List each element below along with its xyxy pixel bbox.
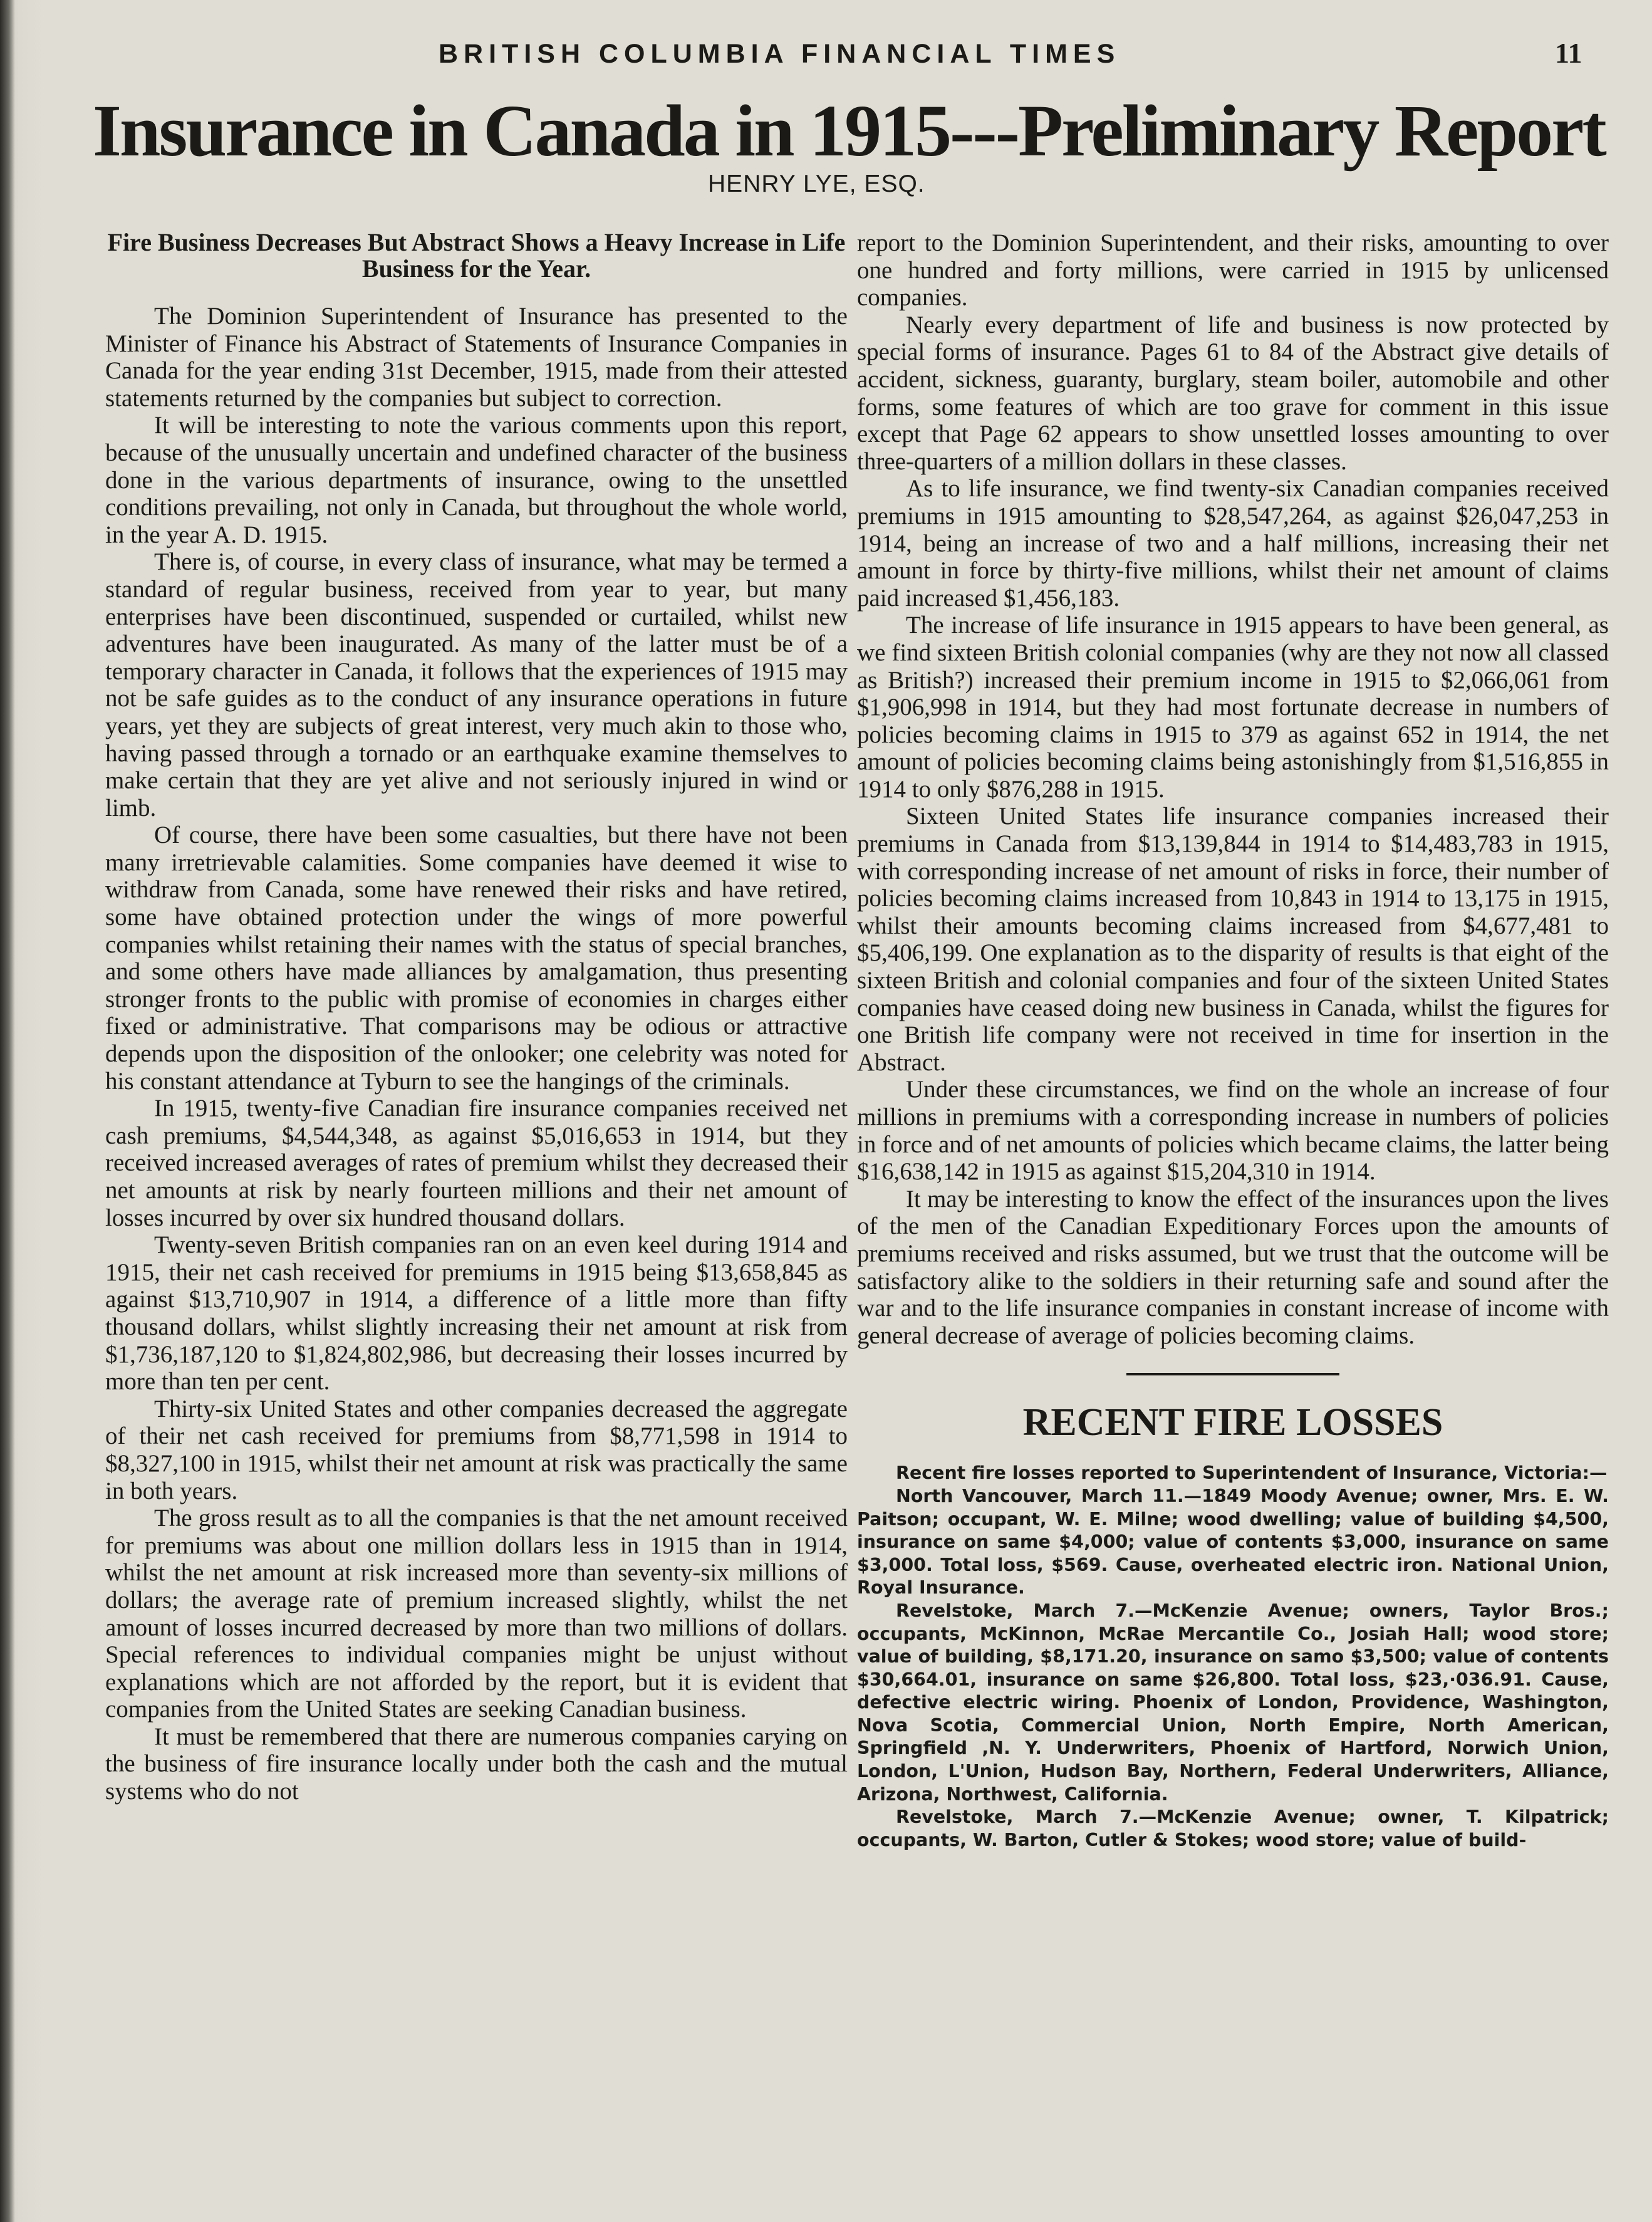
- article-subhead: Fire Business Decreases But Abstract Shows a Heavy Increase in Life Business for the Year.: [107, 228, 846, 283]
- paragraph: There is, of course, in every class of insurance, what may be termed a standard of regular business, received from year to year, but many enterprises have been discontinued, suspended or curtailed, whilst new adventures have been inaugurated. As many of the latter must be of a temporary character in Canada, it follows that the experiences of 1915 may not be safe guides as to the conduct of any insurance operations in future years, yet they are subjects of great interest, very much akin to those who, having passed through a tornado or an earthquake examine themselves to make certain that they are yet alive and not seriously injured in wind or limb.: [105, 548, 848, 822]
- paragraph: Thirty-six United States and other companies decreased the aggregate of their net cash received for premiums from $8,771,598 in 1914 to $8,327,100 in 1915, whilst their net amount at risk was practically the same in both years.: [105, 1395, 848, 1505]
- paragraph: It may be interesting to know the effect of the insurances upon the lives of the men of the Canadian Expeditionary Forces upon the amounts of premiums received and risks assumed, but we trust that the outcome will be satisfactory alike to the soldiers in their returning safe and sound after the war and to the life insurance companies in constant increase of income with general decrease of average of policies becoming claims.: [857, 1185, 1609, 1349]
- paragraph: Twenty-seven British companies ran on an even keel during 1914 and 1915, their net cash received for premiums in 1915 being $13,658,845 as against $13,710,907 in 1914, a difference of a little more than fifty thousand dollars, whilst slightly increasing their net amount at risk from $1,736,187,120 to $1,824,802,986, but decreasing their losses incurred by more than ten per cent.: [105, 1231, 848, 1395]
- article-byline: HENRY LYE, ESQ.: [708, 170, 925, 197]
- paragraph: Sixteen United States life insurance companies increased their premiums in Canada from $13,139,844 in 1914 to $14,483,783 in 1915, with corresponding increase of net amount of risks in force, their number of policies becoming claims increased from 10,843 in 1914 to 13,175 in 1915, whilst their amounts becoming claims increased from $4,677,481 to $5,406,199. One explanation as to the disparity of results is that eight of the sixteen British and colonial companies and four of the sixteen United States companies have ceased doing new business in Canada, whilst the figures for one British life company were not received in time for insertion in the Abstract.: [857, 803, 1609, 1076]
- fire-losses-section: [857, 1400, 1609, 1852]
- fire-loss-entry: North Vancouver, March 11.—1849 Moody Avenue; owner, Mrs. E. W. Paitson; occupant, W. E. Milne; wood dwelling; value of building $4,500, insurance on same $4,000; value of contents $3,000, insurance on same $3,000. Total loss, $569. Cause, overheated electric iron. National Union, Royal Insurance.: [857, 1485, 1609, 1599]
- right-column: [857, 229, 1609, 1852]
- paragraph: The gross result as to all the companies is that the net amount received for premiums was about one million dollars less in 1915 than in 1914, whilst the net amount at risk increased more than seventy-six millions of dollars; the average rate of premium increased slightly, whilst the net amount of losses incurred decreased by more than two millions of dollars. Special references to individual companies might be unjust without explanations which are not afforded by the report, but it is evident that companies from the United States are seeking Canadian business.: [105, 1505, 848, 1723]
- paragraph: Of course, there have been some casualties, but there have not been many irretrievable calamities. Some companies have deemed it wise to withdraw from Canada, some have renewed their risks and have retired, some have obtained protection under the wings of more powerful companies whilst retaining their names with the status of special branches, and some others have made alliances by amalgamation, thus presenting stronger fronts to the public with promise of economies in charges either fixed or administrative. That comparisons may be odious or attractive depends upon the disposition of the onlooker; one celebrity was noted for his constant attendance at Tyburn to see the hangings of the criminals.: [105, 822, 848, 1095]
- paragraph: As to life insurance, we find twenty-six Canadian companies received premiums in 1915 amounting to $28,547,264, as against $26,047,253 in 1914, being an increase of two and a half millions, increasing their net amount in force by thirty-five millions, whilst their net amount of claims paid increased $1,456,183.: [857, 475, 1609, 612]
- left-column: [105, 229, 848, 1805]
- article-title: Insurance in Canada in 1915---Preliminary Report: [93, 90, 1605, 172]
- section-divider: [1126, 1373, 1339, 1375]
- page-number: 11: [1555, 37, 1582, 69]
- fire-losses-title: RECENT FIRE LOSSES: [1022, 1401, 1443, 1444]
- paragraph: In 1915, twenty-five Canadian fire insurance companies received net cash premiums, $4,544,348, as against $5,016,653 in 1914, but they received increased averages of rates of premium whilst they decreased their net amounts at risk by nearly fourteen millions and their net amount of losses incurred by over six hundred thousand dollars.: [105, 1095, 848, 1231]
- binding-shadow: [0, 0, 15, 2222]
- paragraph: The Dominion Superintendent of Insurance has presented to the Minister of Finance his Abstract of Statements of Insurance Companies in Canada for the year ending 31st December, 1915, made from their attested statements returned by the companies but subject to correction.: [105, 303, 848, 412]
- paragraph: Nearly every department of life and business is now protected by special forms of insurance. Pages 61 to 84 of the Abstract give details of accident, sickness, guaranty, burglary, steam boiler, automobile and other forms, some features of which are too grave for comment in this issue except that Page 62 appears to show unsettled losses amounting to over three-quarters of a million dollars in these classes.: [857, 311, 1609, 475]
- running-header: BRITISH COLUMBIA FINANCIAL TIMES: [439, 39, 1121, 69]
- paragraph: The increase of life insurance in 1915 appears to have been general, as we find sixteen British colonial companies (why are they not now all classed as British?) increased their premium income in 1915 to $2,066,061 from $1,906,998 in 1914, but they had most fortunate decrease in numbers of policies becoming claims in 1915 to 379 as against 652 in 1914, the net amount of policies becoming claims being astonishingly from $1,516,855 in 1914 to only $876,288 in 1915.: [857, 612, 1609, 803]
- paragraph: report to the Dominion Superintendent, and their risks, amounting to over one hundred and forty millions, were carried in 1915 by unlicensed companies.: [857, 229, 1609, 311]
- fire-loss-entry: Recent fire losses reported to Superintendent of Insurance, Victoria:—: [896, 1463, 1608, 1484]
- paragraph: It must be remembered that there are numerous companies carying on the business of fire insurance locally under both the cash and the mutual systems who do not: [105, 1723, 848, 1805]
- paragraph: It will be interesting to note the various comments upon this report, because of the unusually uncertain and undefined character of the business done in the various departments of insurance, owing to the unsettled conditions prevailing, not only in Canada, but throughout the whole world, in the year A. D. 1915.: [105, 412, 848, 548]
- fire-loss-entry: Revelstoke, March 7.—McKenzie Avenue; owner, T. Kilpatrick; occupants, W. Barton, Cutler & Stokes; wood store; value of build-: [857, 1807, 1609, 1850]
- paragraph: Under these circumstances, we find on the whole an increase of four millions in premiums with a corresponding increase in numbers of policies in force and of net amounts of policies which became claims, the latter being $16,638,142 in 1915 as against $15,204,310 in 1914.: [857, 1076, 1609, 1186]
- fire-loss-entry: Revelstoke, March 7.—McKenzie Avenue; owners, Taylor Bros.; occupants, McKinnon, McRae Mercantile Co., Josiah Hall; wood store; value of building, $8,171.20, insurance on samo $3,500; value of contents $30,664.01, insurance on same $26,800. Total loss, $23,·036.91. Cause, defective electric wiring. Phoenix of London, Providence, Washington, Nova Scotia, Commercial Union, North Empire, North American, Springfield ,N. Y. Underwriters, Phoenix of Hartford, Norwich Union, London, L'Union, Hudson Bay, Northern, Federal Underwriters, Alliance, Arizona, Northwest, California.: [857, 1600, 1609, 1805]
